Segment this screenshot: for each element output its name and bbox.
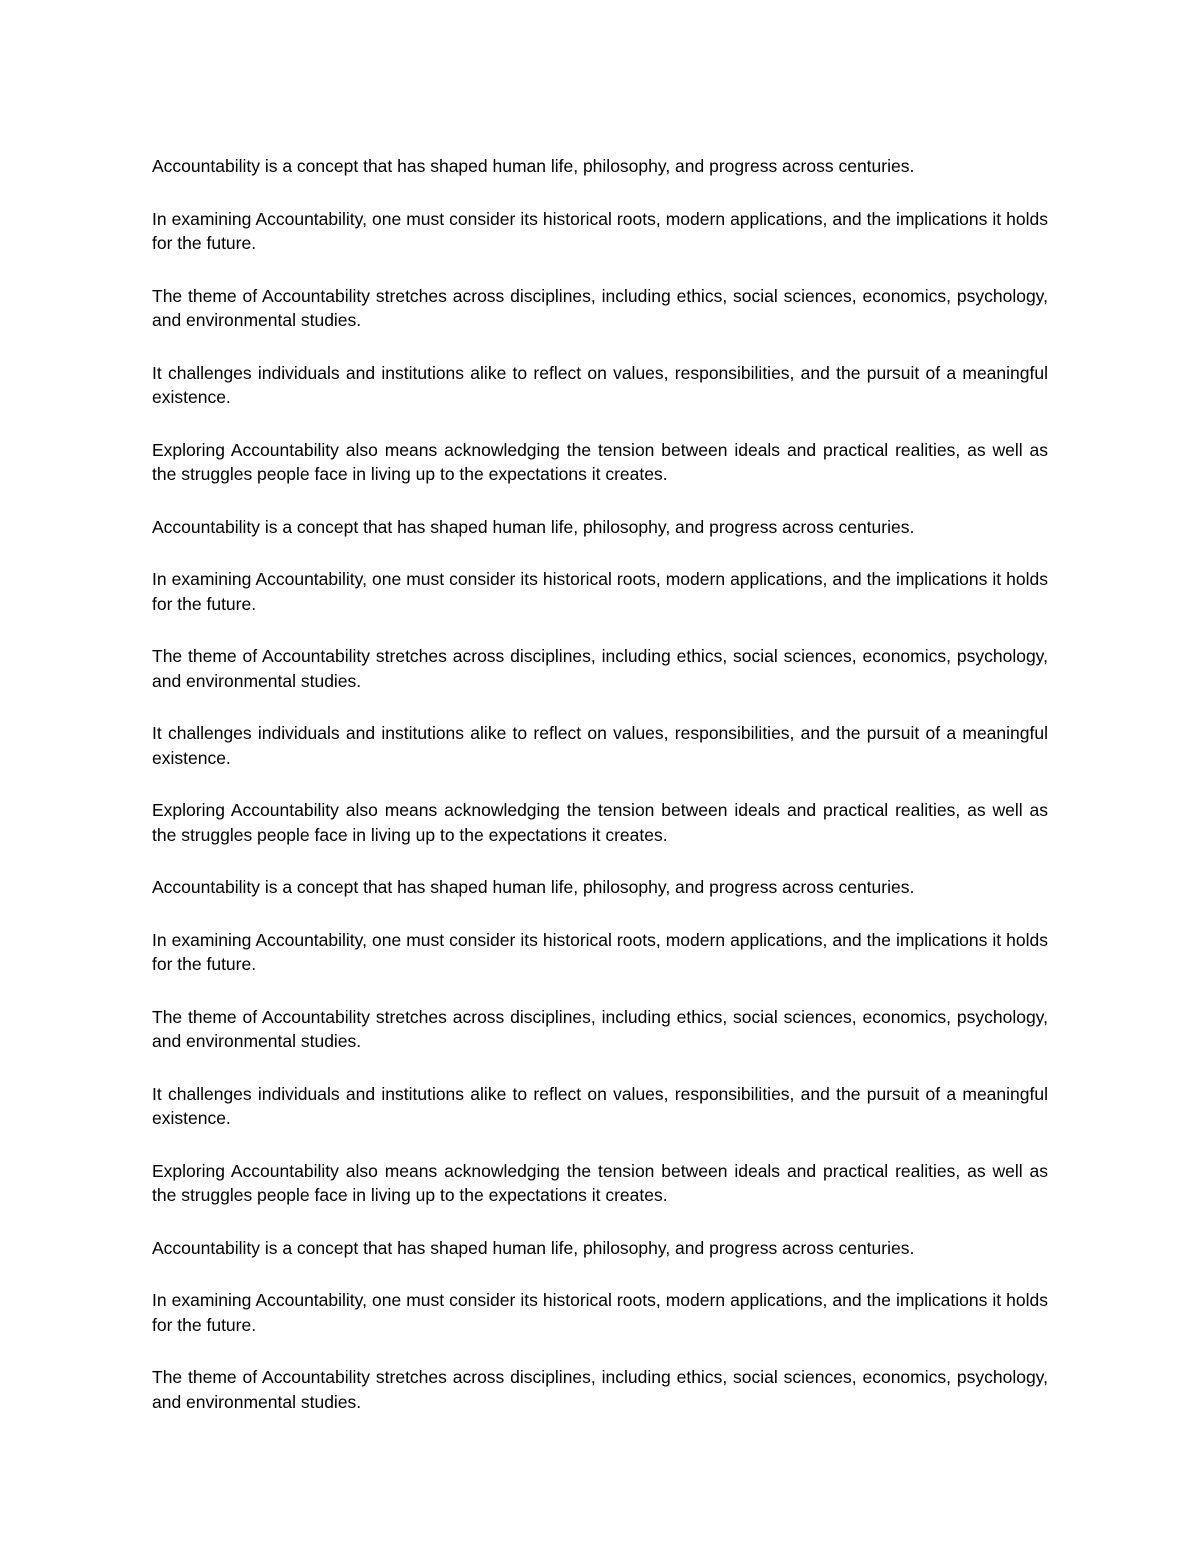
paragraph: The theme of Accountability stretches across disciplines, including ethics, social sciences, economics, psychology, and environmental studies. bbox=[152, 1006, 1048, 1051]
paragraph: Accountability is a concept that has shaped human life, philosophy, and progress across centuries. bbox=[152, 516, 915, 537]
paragraph: Accountability is a concept that has shaped human life, philosophy, and progress across centuries. bbox=[152, 156, 915, 176]
paragraph: Accountability is a concept that has shaped human life, philosophy, and progress across centuries. bbox=[152, 877, 915, 897]
paragraph: In examining Accountability, one must consider its historical roots, modern applications, and the implications it holds for the future. bbox=[152, 929, 1048, 974]
paragraph: The theme of Accountability stretches across disciplines, including ethics, social sciences, economics, psychology, and environmental studies. bbox=[152, 1367, 1048, 1412]
paragraph: Accountability is a concept that has shaped human life, philosophy, and progress across centuries. bbox=[152, 1237, 915, 1258]
paragraph: In examining Accountability, one must consider its historical roots, modern applications, and the implications it holds for the future. bbox=[152, 569, 1048, 614]
paragraph: Exploring Accountability also means acknowledging the tension between ideals and practical realities, as well as the struggles people face in living up to the expectations it creates. bbox=[152, 439, 1048, 484]
paragraph: It challenges individuals and institutions alike to reflect on values, responsibilities, and the pursuit of a meaningful existence. bbox=[152, 362, 1048, 407]
paragraph: It challenges individuals and institutions alike to reflect on values, responsibilities, and the pursuit of a meaningful existence. bbox=[152, 723, 1048, 768]
paragraph: Exploring Accountability also means acknowledging the tension between ideals and practical realities, as well as the struggles people face in living up to the expectations it creates. bbox=[152, 1160, 1048, 1205]
paragraph: The theme of Accountability stretches across disciplines, including ethics, social sciences, economics, psychology, and environmental studies. bbox=[152, 285, 1048, 330]
document-body bbox=[152, 154, 1048, 1442]
paragraph: It challenges individuals and institutions alike to reflect on values, responsibilities, and the pursuit of a meaningful existence. bbox=[152, 1083, 1048, 1128]
paragraph: The theme of Accountability stretches across disciplines, including ethics, social sciences, economics, psychology, and environmental studies. bbox=[152, 646, 1048, 691]
paragraph: Exploring Accountability also means acknowledging the tension between ideals and practical realities, as well as the struggles people face in living up to the expectations it creates. bbox=[152, 800, 1048, 845]
paragraph: In examining Accountability, one must consider its historical roots, modern applications, and the implications it holds for the future. bbox=[152, 1290, 1048, 1335]
paragraph: In examining Accountability, one must consider its historical roots, modern applications, and the implications it holds for the future. bbox=[152, 208, 1048, 253]
